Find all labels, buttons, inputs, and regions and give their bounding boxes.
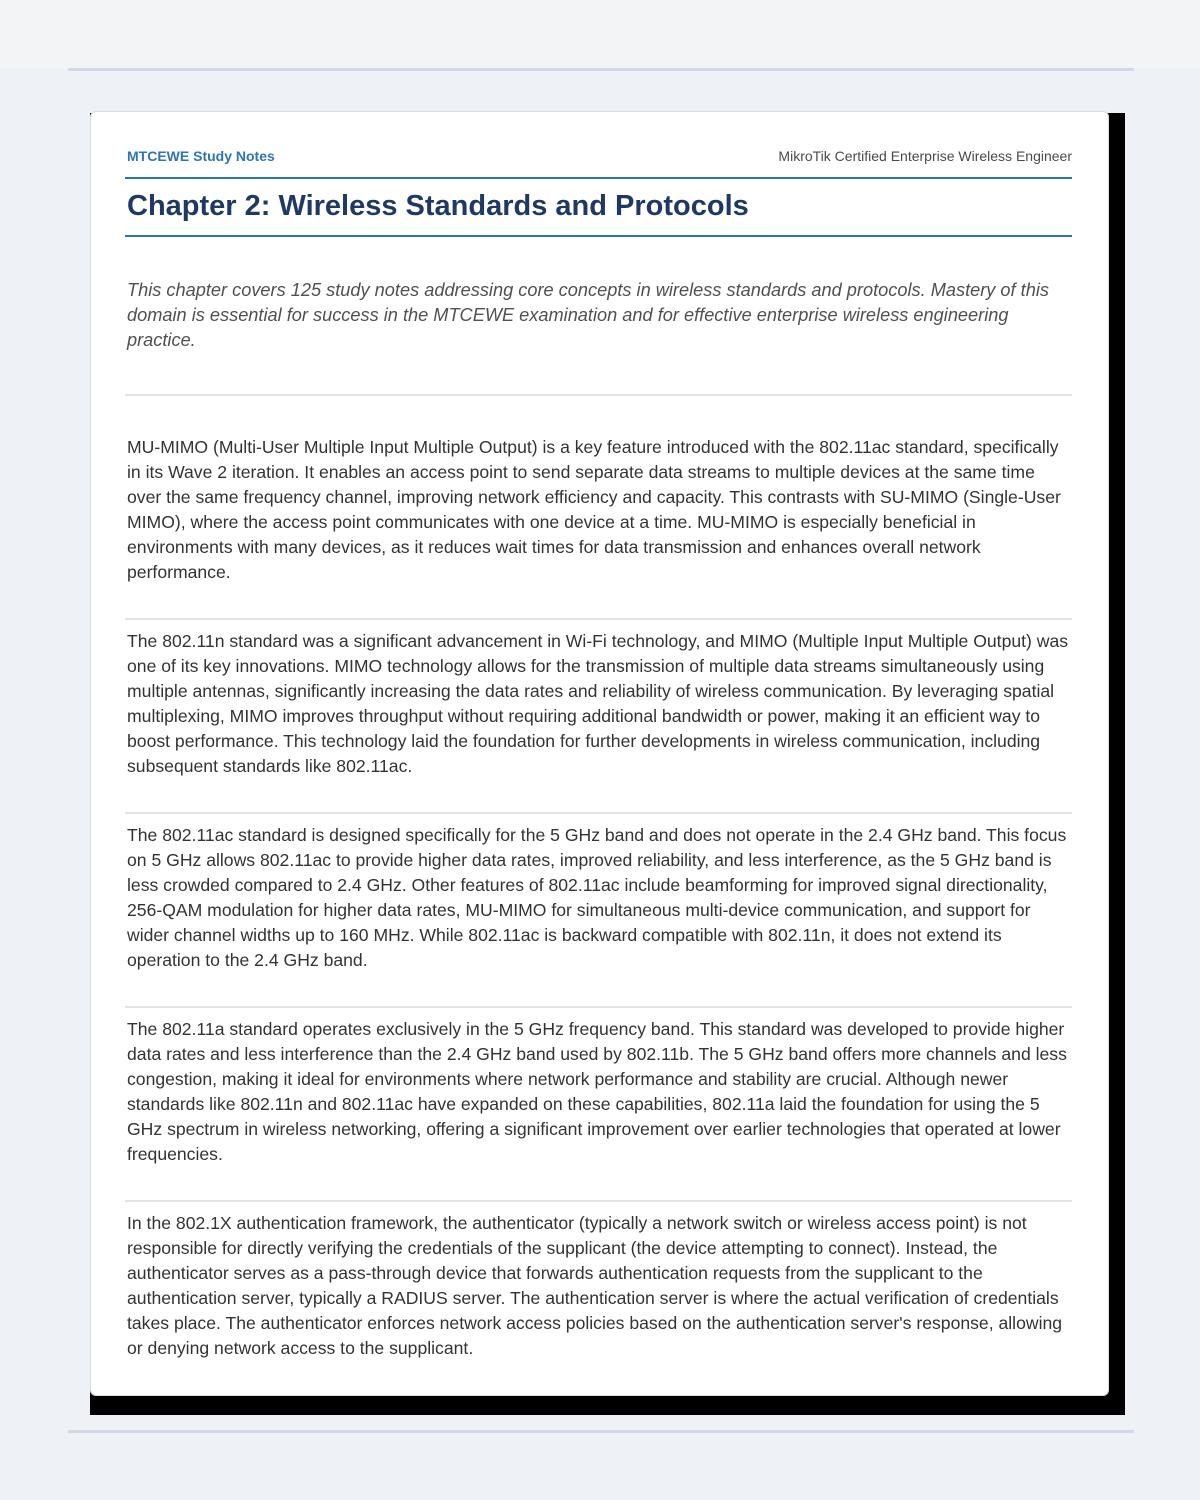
chapter-intro: This chapter covers 125 study notes addressing core concepts in wireless standards and protocols. Mastery of this domain is essential for success in the MTCEWE examination and for effective enterprise wireless engineering practice. — [127, 280, 1049, 350]
study-note: The 802.11n standard was a significant advancement in Wi-Fi technology, and MIMO (Multiple Input Multiple Output) was one of its key innovations. MIMO technology allows for the transmission of multiple data streams simultaneously using multiple antennas, significantly increasing the data rates and reliability of wireless communication. By leveraging spatial multiplexing, MIMO improves throughput without requiring additional bandwidth or power, making it an efficient way to boost performance. This technology laid the foundation for further developments in wireless communication, including subsequent standards like 802.11ac. — [127, 631, 1069, 777]
study-note: The 802.11ac standard is designed specifically for the 5 GHz band and does not operate in the 2.4 GHz band. This focus on 5 GHz allows 802.11ac to provide higher data rates, improved reliability, and less interference, as the 5 GHz band is less crowded compared to 2.4 GHz. Other features of 802.11ac include beamforming for improved signal directionality, 256-QAM modulation for higher data rates, MU-MIMO for simultaneous multi-device communication, and support for wider channel widths up to 160 MHz. While 802.11ac is backward compatible with 802.11n, it does not extend its operation to the 2.4 GHz band. — [127, 825, 1067, 971]
running-header — [125, 148, 1072, 179]
top-rule — [68, 68, 1134, 71]
note-divider — [125, 812, 1072, 814]
bottom-rule — [68, 1430, 1134, 1433]
note-divider — [125, 618, 1072, 620]
document-page — [90, 111, 1109, 1396]
header-left-label: MTCEWE Study Notes — [127, 148, 275, 164]
section-divider — [125, 394, 1072, 396]
header-right-label: MikroTik Certified Enterprise Wireless Engineer — [778, 148, 1072, 164]
study-note: The 802.11a standard operates exclusively in the 5 GHz frequency band. This standard was developed to provide higher data rates and less interference than the 2.4 GHz band used by 802.11b. The 5 GHz band offers more channels and less congestion, making it ideal for environments where network performance and stability are crucial. Although newer standards like 802.11n and 802.11ac have expanded on these capabilities, 802.11a laid the foundation for using the 5 GHz spectrum in wireless networking, offering a significant improvement over earlier technologies that operated at lower frequencies. — [127, 1019, 1067, 1165]
chapter-title — [125, 190, 1072, 237]
top-band — [0, 0, 1200, 68]
note-divider — [125, 1006, 1072, 1008]
study-note: MU-MIMO (Multi-User Multiple Input Multiple Output) is a key feature introduced with the 802.11ac standard, specifically in its Wave 2 iteration. It enables an access point to send separate data streams to multiple devices at the same time over the same frequency channel, improving network efficiency and capacity. This contrasts with SU-MIMO (Single-User MIMO), where the access point communicates with one device at a time. MU-MIMO is especially beneficial in environments with many devices, as it reduces wait times for data transmission and enhances overall network performance. — [127, 437, 1061, 583]
study-note: In the 802.1X authentication framework, the authenticator (typically a network switch or wireless access point) is not responsible for directly verifying the credentials of the supplicant (the device attempting to connect). Instead, the authenticator serves as a pass-through device that forwards authentication requests from the supplicant to the authentication server, typically a RADIUS server. The authentication server is where the actual verification of credentials takes place. The authenticator enforces network access policies based on the authentication server's response, allowing or denying network access to the supplicant. — [127, 1213, 1063, 1359]
note-divider — [125, 1200, 1072, 1202]
chapter-title-text: Chapter 2: Wireless Standards and Protocols — [127, 190, 749, 222]
